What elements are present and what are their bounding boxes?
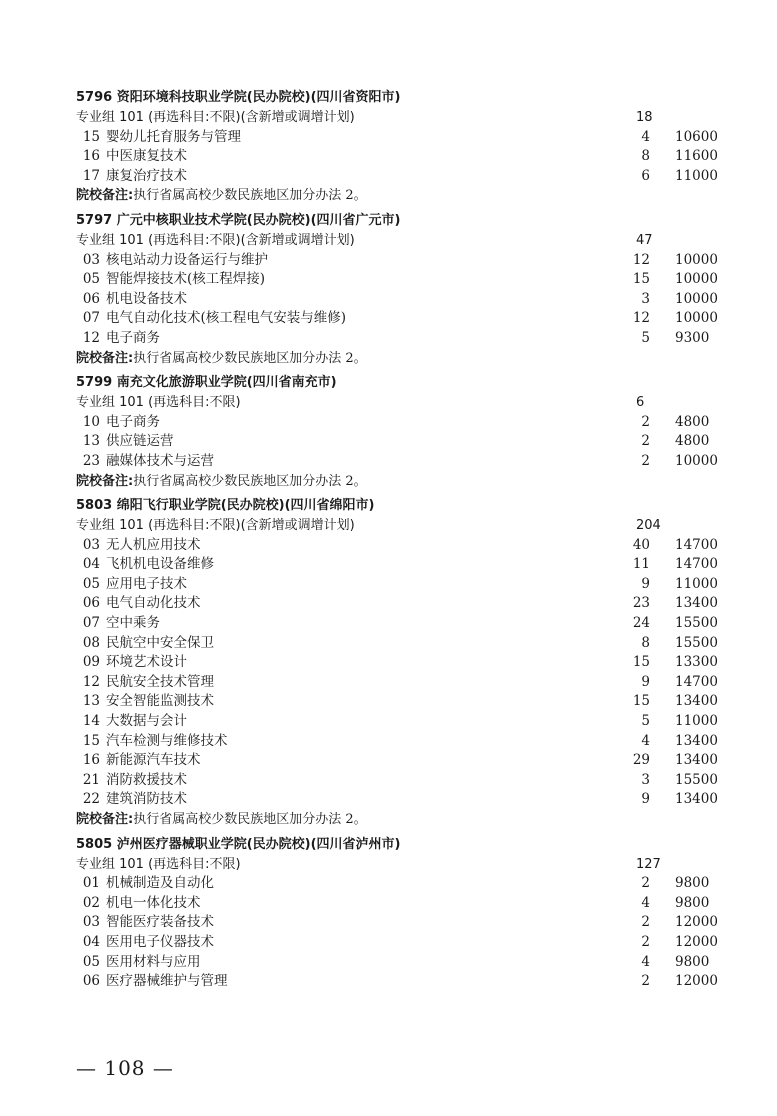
major-count: 12 [632,251,650,268]
major-fee: 13400 [675,732,718,749]
major-name: 无人机应用技术 [106,536,201,553]
remark-label: 院校备注: [76,350,134,366]
major-fee: 10000 [675,452,718,469]
major-name: 机械制造及自动化 [106,875,214,892]
major-count: 23 [632,595,650,612]
major-count: 4 [641,732,650,749]
major-code: 04 [82,556,100,573]
major-row [0,894,777,914]
school-remark [76,186,367,206]
major-code: 04 [82,933,100,950]
major-fee: 15500 [675,634,718,651]
major-row [0,555,777,575]
major-row [0,790,777,810]
major-name: 民航空中安全保卫 [106,634,214,651]
major-code: 09 [82,654,100,671]
major-code: 16 [82,148,100,165]
school-title: 5797 广元中核职业技术学院(民办院校)(四川省广元市) [76,212,401,228]
major-count: 2 [641,914,650,931]
major-count: 2 [641,433,650,450]
major-name: 电气自动化技术 [106,595,201,612]
school-block [0,210,777,368]
major-code: 07 [82,615,100,632]
major-row [0,614,777,634]
group-plan-count: 6 [636,395,645,411]
major-group-row [0,108,777,128]
major-name: 大数据与会计 [106,713,187,730]
major-name: 安全智能监测技术 [106,693,214,710]
school-block [0,495,777,830]
school-block [0,87,777,206]
major-fee: 13400 [675,693,718,710]
major-count: 6 [641,167,650,184]
major-count: 2 [641,933,650,950]
group-plan-count: 18 [636,110,653,125]
school-title: 5805 泸州医疗器械职业学院(民办院校)(四川省泸州市) [76,836,401,852]
major-fee: 11000 [675,575,718,592]
major-row [0,732,777,752]
major-name: 医疗器械维护与管理 [106,973,228,990]
major-fee: 15500 [675,771,718,788]
major-code: 06 [82,595,100,612]
major-count: 2 [641,452,650,469]
major-row [0,270,777,290]
major-name: 康复治疗技术 [106,167,187,184]
major-count: 4 [641,953,650,970]
major-code: 03 [82,914,100,931]
major-name: 电气自动化技术(核工程电气安装与维修) [106,310,347,327]
group-label: 专业组 101 (再选科目:不限) [76,856,241,872]
major-name: 智能医疗装备技术 [106,914,214,931]
major-code: 03 [82,251,100,268]
major-group-row [0,855,777,875]
major-count: 2 [641,413,650,430]
major-name: 医用电子仪器技术 [106,933,214,950]
major-count: 15 [632,693,650,710]
major-name: 消防救援技术 [106,771,187,788]
major-count: 3 [641,290,650,307]
major-name: 供应链运营 [106,433,174,450]
school-list [0,87,777,996]
major-fee: 9800 [675,875,710,892]
major-code: 13 [82,433,100,450]
group-plan-count: 47 [636,232,653,248]
major-count: 24 [632,615,650,632]
school-remark-row [0,186,777,206]
major-name: 融媒体技术与运营 [106,452,214,469]
major-fee: 11600 [675,148,718,165]
major-name: 飞机机电设备维修 [106,556,214,573]
major-count: 29 [632,752,650,769]
major-fee: 10600 [675,128,718,145]
major-row [0,771,777,791]
major-count: 15 [632,654,650,671]
group-plan-count: 127 [636,856,661,872]
major-name: 智能焊接技术(核工程焊接) [106,271,266,288]
major-fee: 11000 [675,713,718,730]
major-row [0,147,777,167]
major-row [0,167,777,187]
major-code: 06 [82,290,100,307]
major-count: 2 [641,875,650,892]
major-count: 12 [632,310,650,327]
major-row [0,452,777,472]
group-plan-count: 204 [636,518,661,534]
remark-text: 执行省属高校少数民族地区加分办法 2。 [133,188,367,204]
major-code: 15 [82,732,100,749]
major-name: 电子商务 [106,413,160,430]
major-fee: 10000 [675,290,718,307]
major-name: 机电一体化技术 [106,894,201,911]
major-name: 环境艺术设计 [106,654,187,671]
major-fee: 14700 [675,556,718,573]
major-row [0,329,777,349]
major-code: 03 [82,536,100,553]
school-remark-row [0,472,777,492]
major-code: 13 [82,693,100,710]
major-row [0,712,777,732]
major-fee: 10000 [675,271,718,288]
major-group-row [0,231,777,251]
major-row [0,953,777,973]
major-count: 8 [641,634,650,651]
major-count: 9 [641,673,650,690]
major-name: 空中乘务 [106,615,160,632]
major-code: 16 [82,752,100,769]
major-code: 05 [82,953,100,970]
major-code: 06 [82,973,100,990]
major-name: 汽车检测与维修技术 [106,732,228,749]
major-row [0,933,777,953]
major-code: 14 [82,713,100,730]
major-fee: 12000 [675,973,718,990]
major-count: 11 [632,556,650,573]
major-row [0,913,777,933]
major-code: 08 [82,634,100,651]
major-row [0,634,777,654]
major-row [0,874,777,894]
school-block [0,372,777,491]
major-row [0,575,777,595]
major-count: 15 [632,271,650,288]
remark-label: 院校备注: [76,188,134,204]
major-name: 医用材料与应用 [106,953,201,970]
major-fee: 10000 [675,251,718,268]
remark-label: 院校备注: [76,812,134,827]
major-fee: 11000 [675,167,718,184]
major-code: 05 [82,575,100,592]
major-row [0,692,777,712]
major-fee: 14700 [675,673,718,690]
major-code: 23 [82,452,100,469]
school-title: 5796 资阳环境科技职业学院(民办院校)(四川省资阳市) [76,90,401,105]
group-label: 专业组 101 (再选科目:不限) [76,395,241,411]
major-count: 2 [641,973,650,990]
remark-text: 执行省属高校少数民族地区加分办法 2。 [133,473,367,489]
major-count: 40 [632,536,650,553]
major-count: 4 [641,894,650,911]
school-block [0,834,777,992]
school-remark [76,810,367,830]
major-name: 婴幼儿托育服务与管理 [106,128,241,145]
major-row [0,653,777,673]
major-code: 01 [82,875,100,892]
major-row [0,673,777,693]
major-code: 07 [82,310,100,327]
major-row [0,432,777,452]
major-count: 9 [641,791,650,808]
major-row [0,594,777,614]
major-fee: 9800 [675,953,710,970]
major-row [0,290,777,310]
major-name: 建筑消防技术 [106,791,187,808]
major-name: 核电站动力设备运行与维护 [106,251,268,268]
major-row [0,751,777,771]
school-remark-row [0,810,777,830]
major-fee: 12000 [675,933,718,950]
major-count: 9 [641,575,650,592]
major-count: 3 [641,771,650,788]
major-code: 21 [82,771,100,788]
major-fee: 13400 [675,791,718,808]
major-row [0,536,777,556]
remark-text: 执行省属高校少数民族地区加分办法 2。 [133,350,367,366]
major-name: 电子商务 [106,329,160,346]
major-row [0,128,777,148]
major-count: 5 [641,713,650,730]
major-name: 新能源汽车技术 [106,752,201,769]
major-fee: 10000 [675,310,718,327]
major-code: 10 [82,413,100,430]
major-fee: 13400 [675,752,718,769]
group-label: 专业组 101 (再选科目:不限)(含新增或调增计划) [76,110,355,125]
group-label: 专业组 101 (再选科目:不限)(含新增或调增计划) [76,232,355,248]
group-label: 专业组 101 (再选科目:不限)(含新增或调增计划) [76,518,355,534]
remark-label: 院校备注: [76,473,134,489]
major-name: 机电设备技术 [106,290,187,307]
major-fee: 12000 [675,914,718,931]
major-code: 22 [82,791,100,808]
major-name: 民航安全技术管理 [106,673,214,690]
major-row [0,972,777,992]
school-remark [76,472,367,492]
major-name: 应用电子技术 [106,575,187,592]
major-fee: 13400 [675,595,718,612]
major-name: 中医康复技术 [106,148,187,165]
school-title: 5803 绵阳飞行职业学院(民办院校)(四川省绵阳市) [76,498,375,514]
major-fee: 9300 [675,329,710,346]
major-row [0,251,777,271]
major-group-row [0,516,777,536]
major-group-row [0,393,777,413]
major-code: 12 [82,673,100,690]
major-code: 12 [82,329,100,346]
school-remark [76,349,367,369]
major-code: 02 [82,894,100,911]
major-fee: 15500 [675,615,718,632]
major-fee: 4800 [675,413,710,430]
major-fee: 13300 [675,654,718,671]
major-code: 17 [82,167,100,184]
school-title: 5799 南充文化旅游职业学院(四川省南充市) [76,375,337,391]
major-count: 8 [641,148,650,165]
major-row [0,413,777,433]
page-number: — 108 — [76,1056,174,1080]
major-fee: 4800 [675,433,710,450]
school-remark-row [0,349,777,369]
major-count: 5 [641,329,650,346]
major-fee: 14700 [675,536,718,553]
remark-text: 执行省属高校少数民族地区加分办法 2。 [133,812,367,827]
major-count: 4 [641,128,650,145]
major-fee: 9800 [675,894,710,911]
major-row [0,309,777,329]
major-code: 15 [82,128,100,145]
major-code: 05 [82,271,100,288]
